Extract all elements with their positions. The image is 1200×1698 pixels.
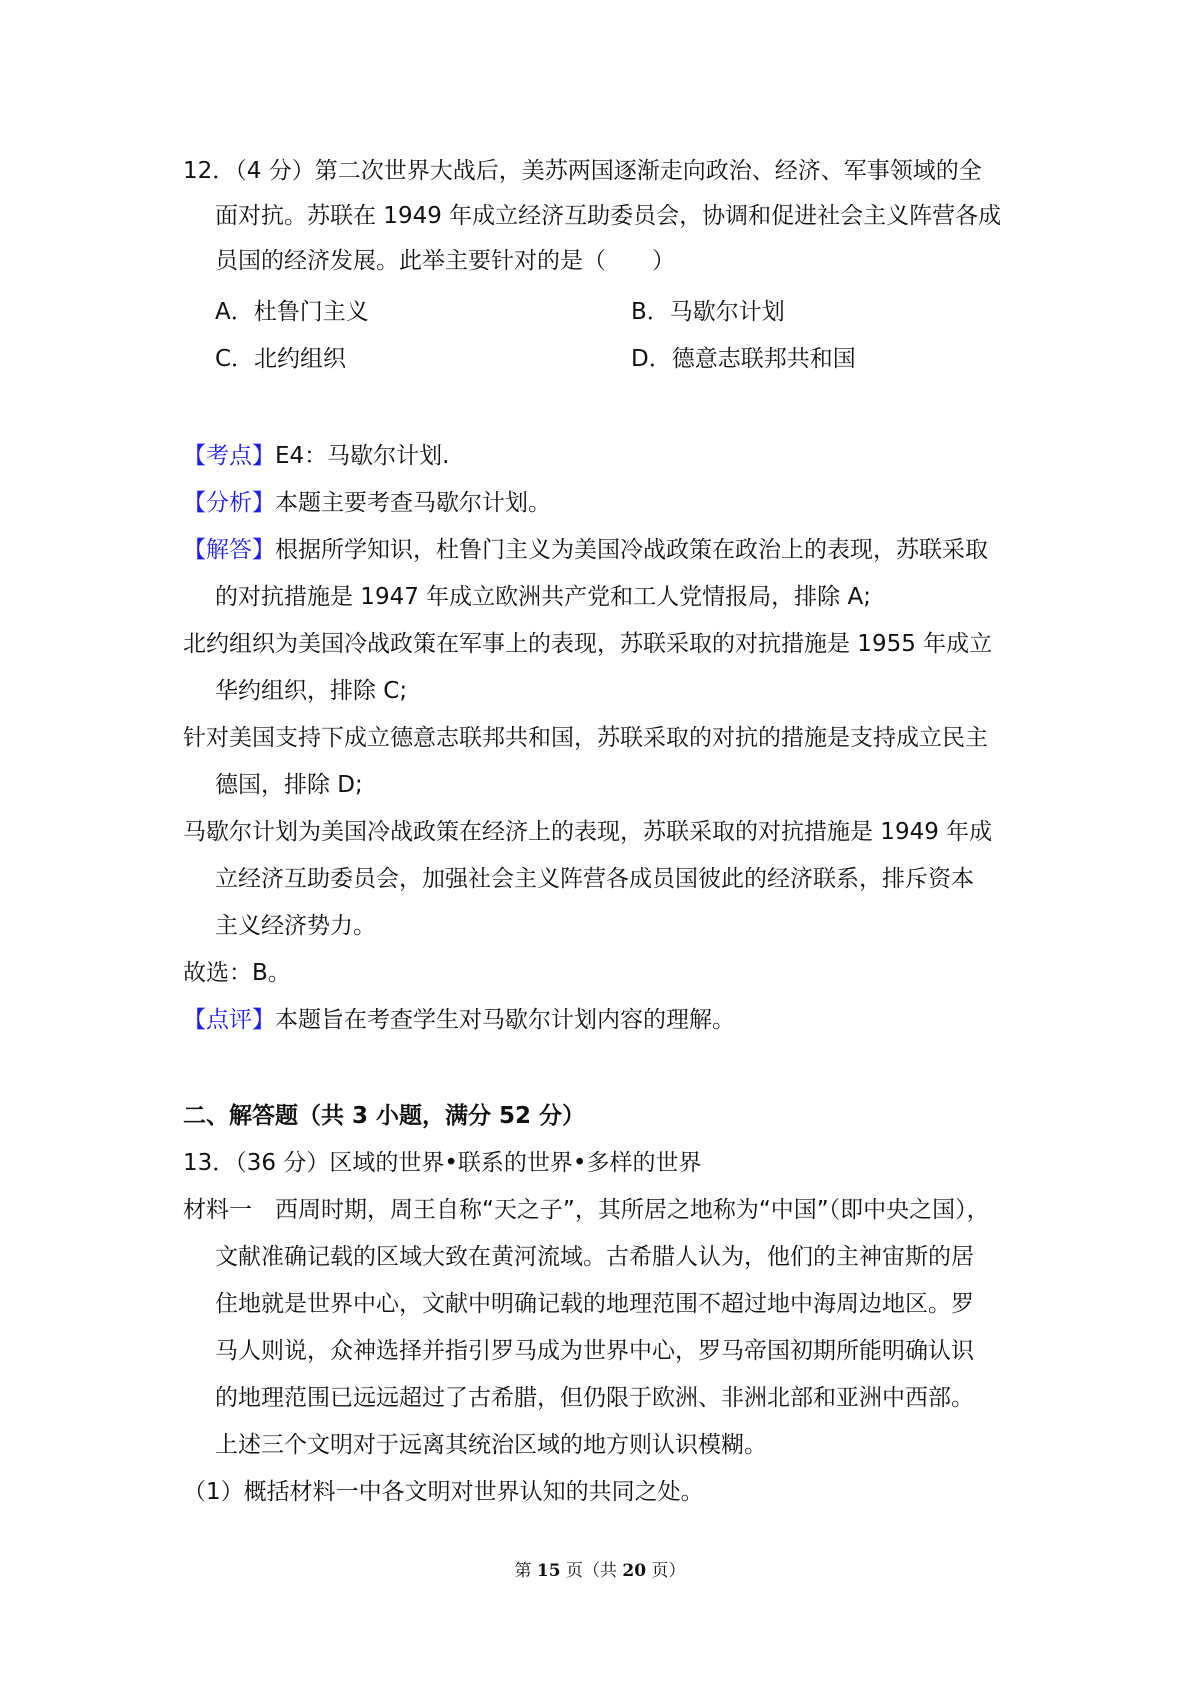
footer-prefix: 第: [514, 1561, 537, 1581]
dianping-tag: 【点评】: [183, 1007, 275, 1033]
jieda-para4-line-3: 主义经济势力。: [215, 913, 376, 939]
q12-stem-line-1: 12．（4 分）第二次世界大战后，美苏两国逐渐走向政治、经济、军事领域的全: [183, 158, 982, 184]
footer-page-number: 15: [536, 1561, 561, 1581]
q13-material-line-1: 材料一 西周时期，周王自称“天之子”，其所居之地称为“中国”（即中央之国），: [183, 1197, 990, 1223]
jieda-para4-line-2: 立经济互助委员会，加强社会主义阵营各成员国彼此的经济联系，排斥资本: [215, 866, 974, 892]
q12-option-c: C．北约组织: [215, 346, 347, 372]
q12-option-a: A．杜鲁门主义: [215, 299, 369, 325]
q13-subquestion-1: （1）概括材料一中各文明对世界认知的共同之处。: [183, 1479, 704, 1505]
page-footer: [0, 1556, 1200, 1581]
answer-line: 故选：B。: [183, 960, 291, 986]
fenxi-tag: 【分析】: [183, 490, 275, 516]
q13-material-line-5: 的地理范围已远远超过了古希腊，但仍限于欧洲、非洲北部和亚洲中西部。: [215, 1385, 974, 1411]
fenxi-line: [183, 488, 551, 518]
footer-suffix: 页）: [646, 1561, 686, 1581]
footer-middle: 页（共: [560, 1561, 623, 1581]
jieda-para2-line-2: 华约组织，排除 C;: [215, 678, 408, 704]
q12-option-b: B．马歇尔计划: [631, 299, 785, 325]
q13-material-line-4: 马人则说，众神选择并指引罗马成为世界中心，罗马帝国初期所能明确认识: [215, 1338, 974, 1364]
q13-material-line-2: 文献准确记载的区域大致在黄河流域。古希腊人认为，他们的主神宙斯的居: [215, 1244, 974, 1270]
jieda-para4-line-1: 马歇尔计划为美国冷战政策在经济上的表现，苏联采取的对抗措施是 1949 年成: [183, 819, 993, 845]
q13-title: 13．（36 分）区域的世界•联系的世界•多样的世界: [183, 1150, 702, 1176]
kaodian-tag: 【考点】: [183, 443, 275, 469]
footer-total-pages: 20: [622, 1561, 647, 1581]
jieda-para2-line-1: 北约组织为美国冷战政策在军事上的表现，苏联采取的对抗措施是 1955 年成立: [183, 631, 993, 657]
jieda-para3-line-1: 针对美国支持下成立德意志联邦共和国，苏联采取的对抗的措施是支持成立民主: [183, 725, 988, 751]
q12-option-d: D．德意志联邦共和国: [631, 346, 856, 372]
jieda-tag: 【解答】: [183, 537, 275, 563]
q13-material-line-3: 住地就是世界中心，文献中明确记载的地理范围不超过地中海周边地区。罗: [215, 1291, 974, 1317]
q12-stem-line-2: 面对抗。苏联在 1949 年成立经济互助委员会，协调和促进社会主义阵营各成: [215, 203, 1002, 229]
jieda-para3-line-2: 德国，排除 D;: [215, 772, 363, 798]
kaodian-text: E4：马歇尔计划.: [275, 443, 450, 469]
dianping-line: [183, 1005, 735, 1035]
jieda-text: 根据所学知识，杜鲁门主义为美国冷战政策在政治上的表现，苏联采取: [275, 537, 988, 563]
q12-stem-line-3: 员国的经济发展。此举主要针对的是（ ）: [215, 248, 675, 274]
jieda-line-2: 的对抗措施是 1947 年成立欧洲共产党和工人党情报局，排除 A;: [215, 584, 871, 610]
dianping-text: 本题旨在考查学生对马歇尔计划内容的理解。: [275, 1007, 735, 1033]
fenxi-text: 本题主要考查马歇尔计划。: [275, 490, 551, 516]
section-heading: 二、解答题（共 3 小题，满分 52 分）: [183, 1103, 586, 1129]
jieda-line-1: [183, 535, 988, 565]
q13-material-line-6: 上述三个文明对于远离其统治区域的地方则认识模糊。: [215, 1432, 767, 1458]
kaodian-line: [183, 441, 449, 471]
